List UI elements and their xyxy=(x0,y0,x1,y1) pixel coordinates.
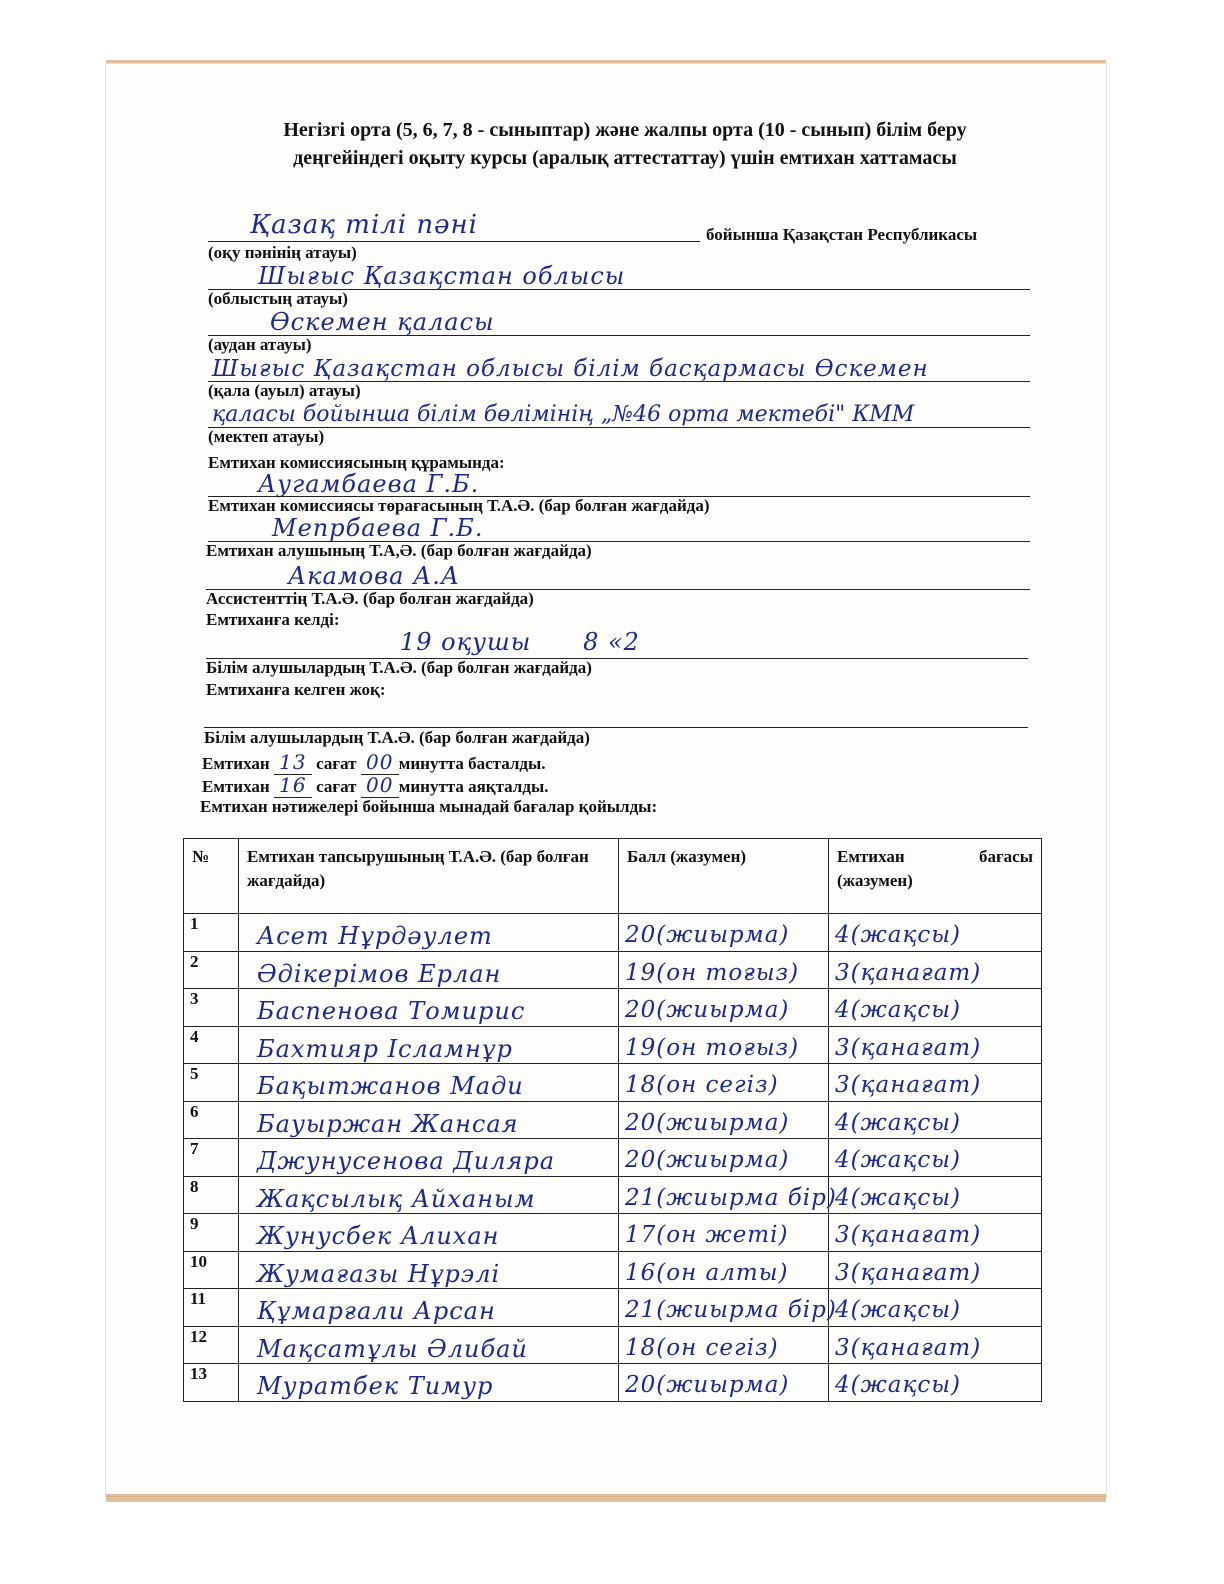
subject-label: (оқу пәнінің атауы) xyxy=(208,243,357,262)
row-score-cell xyxy=(619,1326,829,1364)
results-heading: Емтихан нәтижелері бойынша мынадай бағалар қойылды: xyxy=(200,797,658,816)
header-grade-b: бағасы xyxy=(978,847,1033,866)
city-value: Шығыс Қазақстан облысы білім басқармасы Өскемен xyxy=(212,356,929,382)
row-grade: 3(қанағат) xyxy=(835,1072,982,1098)
attended-heading: Емтиханға келді: xyxy=(206,610,340,629)
row-number: 13 xyxy=(184,1364,239,1402)
row-student-name-cell xyxy=(239,951,619,989)
row-student-name: Әдікерімов Ерлан xyxy=(257,959,502,988)
row-score-cell xyxy=(619,951,829,989)
row-grade: 4(жақсы) xyxy=(835,1147,961,1173)
document-title xyxy=(150,116,1100,172)
row-grade-cell xyxy=(829,1326,1042,1364)
row-grade: 3(қанағат) xyxy=(835,1222,982,1248)
assistant-value: Акамова А.А xyxy=(288,562,461,590)
row-number: 3 xyxy=(184,989,239,1027)
row-student-name-cell xyxy=(239,1364,619,1402)
table-row xyxy=(184,914,1042,952)
row-student-name: Баспенова Томирис xyxy=(257,997,526,1025)
commission-heading: Емтихан комиссиясының құрамында: xyxy=(208,453,505,472)
row-student-name-cell xyxy=(239,1214,619,1252)
row-grade-cell xyxy=(829,1176,1042,1214)
subject-value: Қазақ тілі пәні xyxy=(250,210,478,240)
row-student-name-cell xyxy=(239,989,619,1027)
row-number: 10 xyxy=(184,1251,239,1289)
row-score: 18(он сегіз) xyxy=(625,1072,779,1098)
start-hour: 13 xyxy=(274,750,312,775)
table-header-row xyxy=(184,839,1042,914)
grades-body xyxy=(184,914,1042,1402)
row-score: 20(жиырма) xyxy=(625,922,790,948)
end-suffix: минутта аяқталды. xyxy=(398,777,549,796)
region-value: Шығыс Қазақстан облысы xyxy=(258,262,626,290)
end-minute: 00 xyxy=(361,773,399,798)
district-line xyxy=(208,335,1030,336)
row-student-name: Жунусбек Алихан xyxy=(257,1222,500,1250)
start-prefix: Емтихан xyxy=(202,754,270,773)
row-student-name: Бахтияр Ісламнұр xyxy=(257,1034,513,1063)
row-student-name: Жақсылық Айханым xyxy=(257,1184,536,1213)
subject-suffix: бойынша Қазақстан Республикасы xyxy=(706,225,978,244)
row-student-name-cell xyxy=(239,1289,619,1327)
table-row xyxy=(184,1064,1042,1102)
table-row xyxy=(184,1026,1042,1064)
row-number: 2 xyxy=(184,951,239,989)
row-grade: 4(жақсы) xyxy=(835,922,961,948)
start-suffix: минутта басталды. xyxy=(398,754,546,773)
attended-value: 19 оқушы 8 «2 xyxy=(400,628,640,656)
row-number: 7 xyxy=(184,1139,239,1177)
row-score: 21(жиырма бір) xyxy=(625,1184,837,1211)
row-student-name: Құмарғали Арсан xyxy=(257,1297,496,1325)
row-number: 9 xyxy=(184,1214,239,1252)
table-row xyxy=(184,1139,1042,1177)
row-grade: 3(қанағат) xyxy=(835,959,982,986)
table-row xyxy=(184,1101,1042,1139)
row-student-name-cell xyxy=(239,1101,619,1139)
row-score: 18(он сегіз) xyxy=(625,1334,779,1361)
row-number: 1 xyxy=(184,914,239,952)
row-student-name-cell xyxy=(239,1139,619,1177)
row-score: 19(он тоғыз) xyxy=(625,959,800,986)
row-score: 20(жиырма) xyxy=(625,1109,790,1136)
row-grade-cell xyxy=(829,1026,1042,1064)
row-grade-cell xyxy=(829,1251,1042,1289)
row-grade: 3(қанағат) xyxy=(835,1334,982,1361)
row-grade-cell xyxy=(829,1139,1042,1177)
row-grade: 4(жақсы) xyxy=(835,1109,961,1136)
row-student-name-cell xyxy=(239,1176,619,1214)
end-prefix: Емтихан xyxy=(202,777,270,796)
row-number: 6 xyxy=(184,1101,239,1139)
row-number: 11 xyxy=(184,1289,239,1327)
row-student-name: Мақсатұлы Әлибай xyxy=(257,1334,528,1363)
school-value: қаласы бойынша білім бөлімінің „№46 орта мектебі" КММ xyxy=(212,402,915,427)
header-num: № xyxy=(184,839,239,914)
row-score: 20(жиырма) xyxy=(625,997,790,1023)
district-value: Өскемен қаласы xyxy=(270,308,495,336)
row-score: 19(он тоғыз) xyxy=(625,1034,800,1061)
row-student-name: Бақытжанов Мади xyxy=(257,1072,524,1100)
header-grade-a: Емтихан xyxy=(837,847,905,866)
row-score-cell xyxy=(619,1364,829,1402)
row-grade-cell xyxy=(829,1364,1042,1402)
table-row xyxy=(184,1214,1042,1252)
absent-heading: Емтиханға келген жоқ: xyxy=(206,680,386,699)
table-row xyxy=(184,1176,1042,1214)
start-mid: сағат xyxy=(316,754,357,773)
row-grade-cell xyxy=(829,914,1042,952)
row-score: 20(жиырма) xyxy=(625,1147,790,1173)
row-score: 21(жиырма бір) xyxy=(625,1297,837,1323)
row-score-cell xyxy=(619,1289,837,1327)
start-minute: 00 xyxy=(361,750,399,775)
row-score: 17(он жеті) xyxy=(625,1222,789,1248)
row-grade: 4(жақсы) xyxy=(835,1184,961,1211)
table-row xyxy=(184,1326,1042,1364)
row-score: 20(жиырма) xyxy=(625,1372,790,1398)
examiner-label: Емтихан алушының Т.А,Ә. (бар болған жағдайда) xyxy=(206,541,592,560)
row-number: 12 xyxy=(184,1326,239,1364)
chair-label: Емтихан комиссиясы төрағасының Т.А.Ә. (бар болған жағдайда) xyxy=(208,496,710,515)
row-student-name: Бауыржан Жансая xyxy=(257,1109,519,1138)
row-grade-cell xyxy=(829,989,1042,1027)
title-line-2: деңгейіндегі оқыту курсы (аралық аттестаттау) үшін емтихан хаттамасы xyxy=(293,147,957,169)
region-label: (облыстың атауы) xyxy=(208,289,348,308)
end-mid: сағат xyxy=(316,777,357,796)
row-score-cell xyxy=(619,1064,829,1102)
exam-end xyxy=(202,773,548,798)
table-row xyxy=(184,1364,1042,1402)
row-number: 8 xyxy=(184,1176,239,1214)
row-student-name-cell xyxy=(239,914,619,952)
header-name: Емтихан тапсырушының Т.А.Ә. (бар болған жағдайда) xyxy=(239,839,619,914)
row-grade: 3(қанағат) xyxy=(835,1259,982,1286)
row-grade: 4(жақсы) xyxy=(835,997,961,1023)
city-label: (қала (ауыл) атауы) xyxy=(208,381,361,400)
chair-value: Аугамбаева Г.Б. xyxy=(258,470,480,498)
row-score-cell xyxy=(619,1251,829,1289)
row-grade: 4(жақсы) xyxy=(835,1297,961,1323)
row-grade: 4(жақсы) xyxy=(835,1372,961,1398)
absent-label: Білім алушылардың Т.А.Ә. (бар болған жағдайда) xyxy=(204,728,590,747)
row-student-name-cell xyxy=(239,1326,619,1364)
row-student-name: Жумағазы Нұрэлі xyxy=(257,1259,501,1288)
row-student-name-cell xyxy=(239,1026,619,1064)
subject-line xyxy=(208,241,700,242)
examiner-value: Мепрбаева Г.Б. xyxy=(272,514,484,542)
header-grade-c: (жазумен) xyxy=(837,871,913,890)
row-score: 16(он алты) xyxy=(625,1259,789,1286)
school-line xyxy=(208,427,1030,428)
row-score-cell xyxy=(619,1101,829,1139)
school-label: (мектеп атауы) xyxy=(208,427,325,446)
row-score-cell xyxy=(619,914,829,952)
exam-start xyxy=(202,750,546,775)
table-row xyxy=(184,1251,1042,1289)
paper-bottom-edge xyxy=(106,1494,1106,1502)
assistant-label: Ассистенттің Т.А.Ә. (бар болған жағдайда) xyxy=(206,589,534,608)
row-student-name: Муратбек Тимур xyxy=(257,1372,494,1400)
row-student-name: Асет Нұрдәулет xyxy=(257,922,493,950)
row-grade-cell xyxy=(829,1101,1042,1139)
row-grade-cell xyxy=(829,1289,1042,1327)
row-grade-cell xyxy=(829,951,1042,989)
attended-label: Білім алушылардың Т.А.Ә. (бар болған жағдайда) xyxy=(206,658,592,677)
title-line-1: Негізгі орта (5, 6, 7, 8 - сыныптар) және жалпы орта (10 - сынып) білім беру xyxy=(283,119,967,141)
row-student-name: Джунусенова Диляра xyxy=(257,1147,556,1175)
row-number: 5 xyxy=(184,1064,239,1102)
row-score-cell xyxy=(619,1176,837,1214)
row-score-cell xyxy=(619,1026,829,1064)
header-grade xyxy=(829,839,1042,914)
row-student-name-cell xyxy=(239,1064,619,1102)
district-label: (аудан атауы) xyxy=(208,335,312,354)
end-hour: 16 xyxy=(274,773,312,798)
table-row xyxy=(184,1289,1042,1327)
table-row xyxy=(184,989,1042,1027)
row-student-name-cell xyxy=(239,1251,619,1289)
grades-table xyxy=(183,838,1042,1402)
row-score-cell xyxy=(619,1139,829,1177)
row-grade: 3(қанағат) xyxy=(835,1034,982,1061)
row-score-cell xyxy=(619,1214,829,1252)
table-row xyxy=(184,951,1042,989)
row-grade-cell xyxy=(829,1214,1042,1252)
header-score: Балл (жазумен) xyxy=(619,839,829,914)
row-grade-cell xyxy=(829,1064,1042,1102)
row-number: 4 xyxy=(184,1026,239,1064)
row-score-cell xyxy=(619,989,829,1027)
